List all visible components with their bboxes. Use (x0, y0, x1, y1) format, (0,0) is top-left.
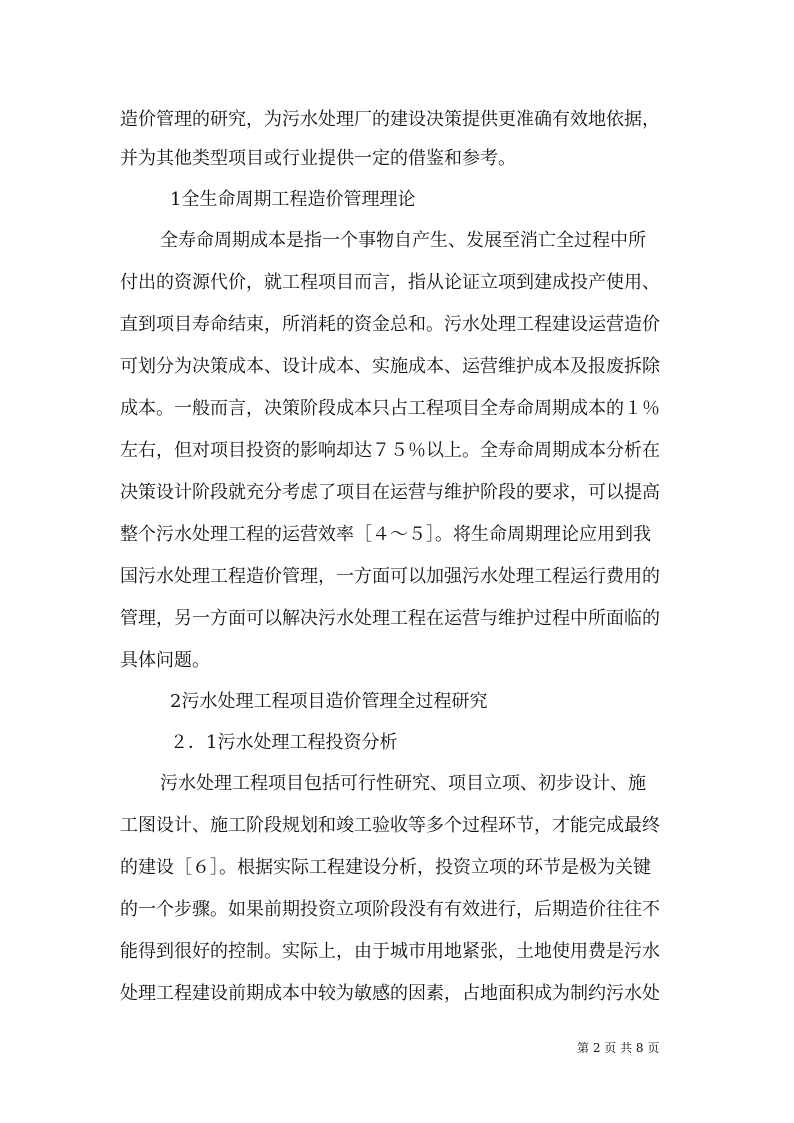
body-text-line: 的一个步骤。如果前期投资立项阶段没有有效进行，后期造价往往不 (120, 899, 660, 920)
section-heading: 1全生命周期工程造价管理理论 (170, 189, 416, 210)
body-text-line: 的建设［６］。根据实际工程建设分析，投资立项的环节是极为关键 (120, 857, 651, 878)
body-text-line: 可划分为决策成本、设计成本、实施成本、运营维护成本及报废拆除 (120, 356, 660, 377)
body-text-line: 全寿命周期成本是指一个事物自产生、发展至消亡全过程中所 (160, 230, 646, 251)
body-text-line: 污水处理工程项目包括可行性研究、项目立项、初步设计、施 (160, 773, 646, 794)
body-text-line: 直到项目寿命结束，所消耗的资金总和。污水处理工程建设运营造价 (120, 314, 660, 335)
body-text-line: 管理，另一方面可以解决污水处理工程在运营与维护过程中所面临的 (120, 608, 660, 629)
body-text-line: 工图设计、施工阶段规划和竣工验收等多个过程环节，才能完成最终 (120, 815, 660, 836)
body-text-line: 付出的资源代价，就工程项目而言，指从论证立项到建成投产使用、 (120, 272, 660, 293)
body-text-line: 具体问题。 (120, 650, 210, 671)
body-text-line: 处理工程建设前期成本中较为敏感的因素，占地面积成为制约污水处 (120, 983, 660, 1004)
subsection-heading: ２．1污水处理工程投资分析 (170, 732, 398, 753)
body-text-line: 能得到很好的控制。实际上，由于城市用地紧张，土地使用费是污水 (120, 941, 660, 962)
section-heading: 2污水处理工程项目造价管理全过程研究 (170, 691, 488, 712)
body-text-line: 决策设计阶段就充分考虑了项目在运营与维护阶段的要求，可以提高 (120, 482, 660, 503)
body-text-line: 并为其他类型项目或行业提供一定的借鉴和参考。 (120, 148, 516, 169)
body-text-line: 国污水处理工程造价管理，一方面可以加强污水处理工程运行费用的 (120, 566, 660, 587)
body-text-line: 左右，但对项目投资的影响却达７５％以上。全寿命周期成本分析在 (120, 440, 660, 461)
body-text-line: 成本。一般而言，决策阶段成本只占工程项目全寿命周期成本的１％ (120, 398, 660, 419)
page-number-footer: 第 2 页 共 8 页 (577, 1041, 660, 1055)
body-text-line: 整个污水处理工程的运营效率［４～５］。将生命周期理论应用到我 (120, 524, 651, 545)
body-text-line: 造价管理的研究，为污水处理厂的建设决策提供更准确有效地依据， (120, 109, 660, 130)
